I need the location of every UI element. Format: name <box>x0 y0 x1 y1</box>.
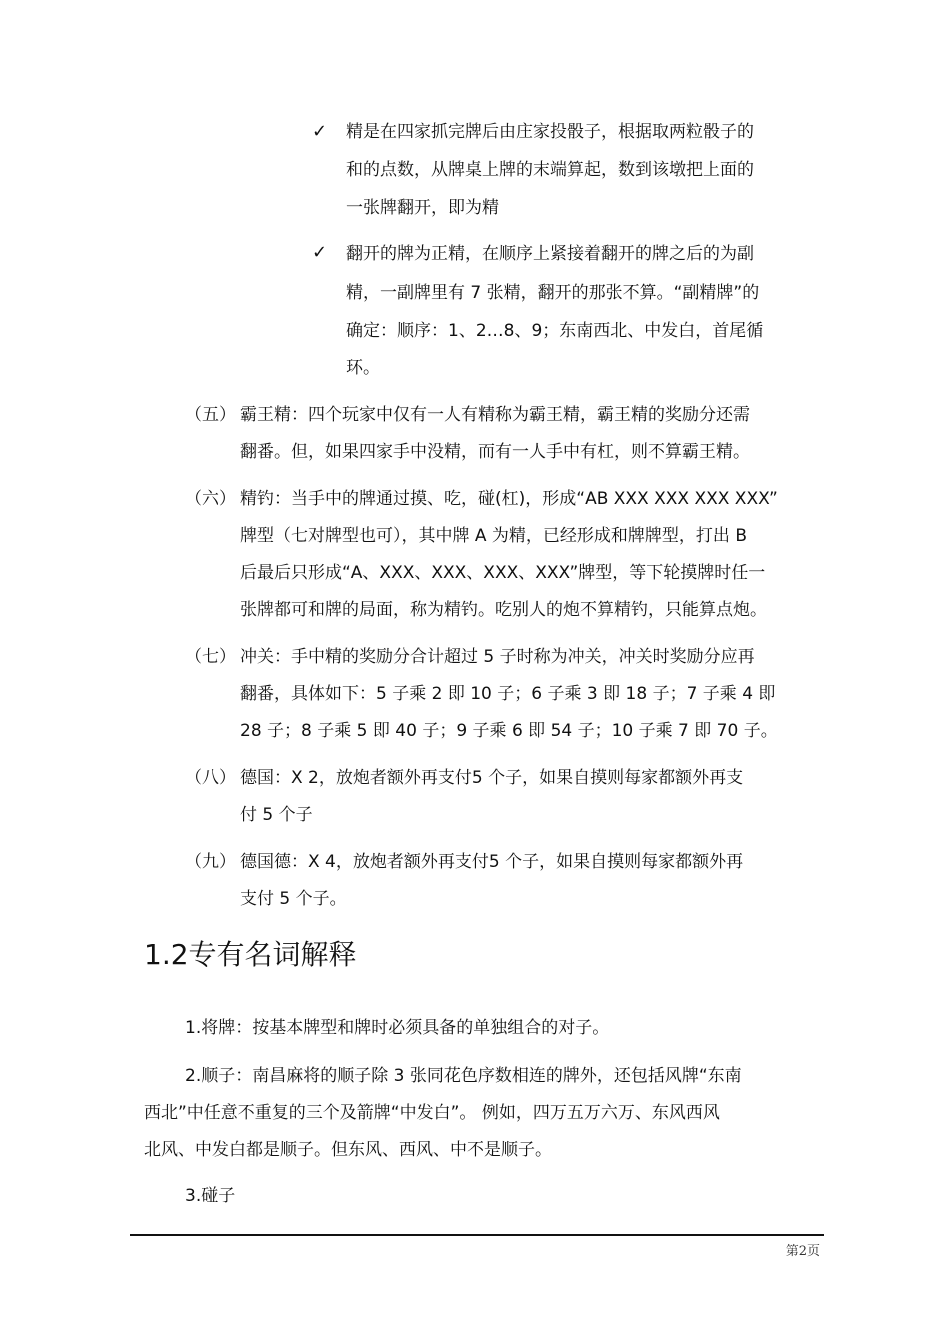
bullet-1-line-2: 和的点数，从牌桌上牌的末端算起，数到该墩把上面的 <box>346 160 754 180</box>
bullet-2-line-1: 翻开的牌为正精，在顺序上紧接着翻开的牌之后的为副 <box>346 244 754 264</box>
rule-5-label: （五） <box>185 405 236 425</box>
page-number: 第2页 <box>785 1244 820 1259</box>
section-title: 1.2专有名词解释 <box>144 938 357 971</box>
rule-6-line-3: 后最后只形成“A、XXX、XXX、XXX、XXX”牌型，等下轮摸牌时任一 <box>240 563 766 583</box>
rule-7-label: （七） <box>185 647 236 667</box>
rule-7-line-1: 冲关：手中精的奖励分合计超过 5 子时称为冲关，冲关时奖励分应再 <box>240 647 755 667</box>
rule-8-line-2: 付 5 个子 <box>240 805 313 825</box>
rule-6-line-2: 牌型（七对牌型也可），其中牌 A 为精，已经形成和牌牌型，打出 B <box>240 526 748 546</box>
term-1-line-1: 1.将牌：按基本牌型和牌时必须具备的单独组合的对子。 <box>185 1018 610 1038</box>
rule-6-label: （六） <box>185 489 236 509</box>
term-2-line-1: 2.顺子：南昌麻将的顺子除 3 张同花色序数相连的牌外，还包括风牌“东南 <box>185 1066 742 1086</box>
rule-8-label: （八） <box>185 768 236 788</box>
term-2-line-3: 北风、中发白都是顺子。但东风、西风、中不是顺子。 <box>144 1140 552 1160</box>
rule-9-line-2: 支付 5 个子。 <box>240 889 347 909</box>
rule-6-line-1: 精钓：当手中的牌通过摸、吃，碰(杠)，形成“AB XXX XXX XXX XXX” <box>240 489 778 509</box>
check-icon: ✓ <box>312 121 328 142</box>
bullet-1-line-1: 精是在四家抓完牌后由庄家投骰子，根据取两粒骰子的 <box>346 122 754 142</box>
rule-7-line-3: 28 子；8 子乘 5 即 40 子；9 子乘 6 即 54 子；10 子乘 7 即 70 子。 <box>240 721 778 741</box>
term-2-line-2: 西北”中任意不重复的三个及箭牌“中发白”。 例如，四万五万六万、东风西风 <box>144 1103 720 1123</box>
bullet-2-line-3: 确定：顺序：1、2…8、9；东南西北、中发白，首尾循 <box>346 321 764 341</box>
rule-9-label: （九） <box>185 852 236 872</box>
check-icon: ✓ <box>312 242 328 263</box>
rule-7-line-2: 翻番，具体如下：5 子乘 2 即 10 子；6 子乘 3 即 18 子；7 子乘 4 即 <box>240 684 776 704</box>
rule-6-line-4: 张牌都可和牌的局面，称为精钓。吃别人的炮不算精钓，只能算点炮。 <box>240 600 767 620</box>
footer-divider <box>130 1234 824 1236</box>
bullet-2-line-2: 精，一副牌里有 7 张精，翻开的那张不算。“副精牌”的 <box>346 283 760 303</box>
rule-9-line-1: 德国德：X 4，放炮者额外再支付5 个子，如果自摸则每家都额外再 <box>240 852 744 872</box>
bullet-2-line-4: 环。 <box>346 358 380 378</box>
rule-5-line-2: 翻番。但，如果四家手中没精，而有一人手中有杠，则不算霸王精。 <box>240 442 750 462</box>
bullet-1-line-3: 一张牌翻开，即为精 <box>346 198 499 218</box>
rule-8-line-1: 德国：X 2，放炮者额外再支付5 个子，如果自摸则每家都额外再支 <box>240 768 744 788</box>
term-3-line-1: 3.碰子 <box>185 1186 236 1206</box>
rule-5-line-1: 霸王精：四个玩家中仅有一人有精称为霸王精，霸王精的奖励分还需 <box>240 405 750 425</box>
